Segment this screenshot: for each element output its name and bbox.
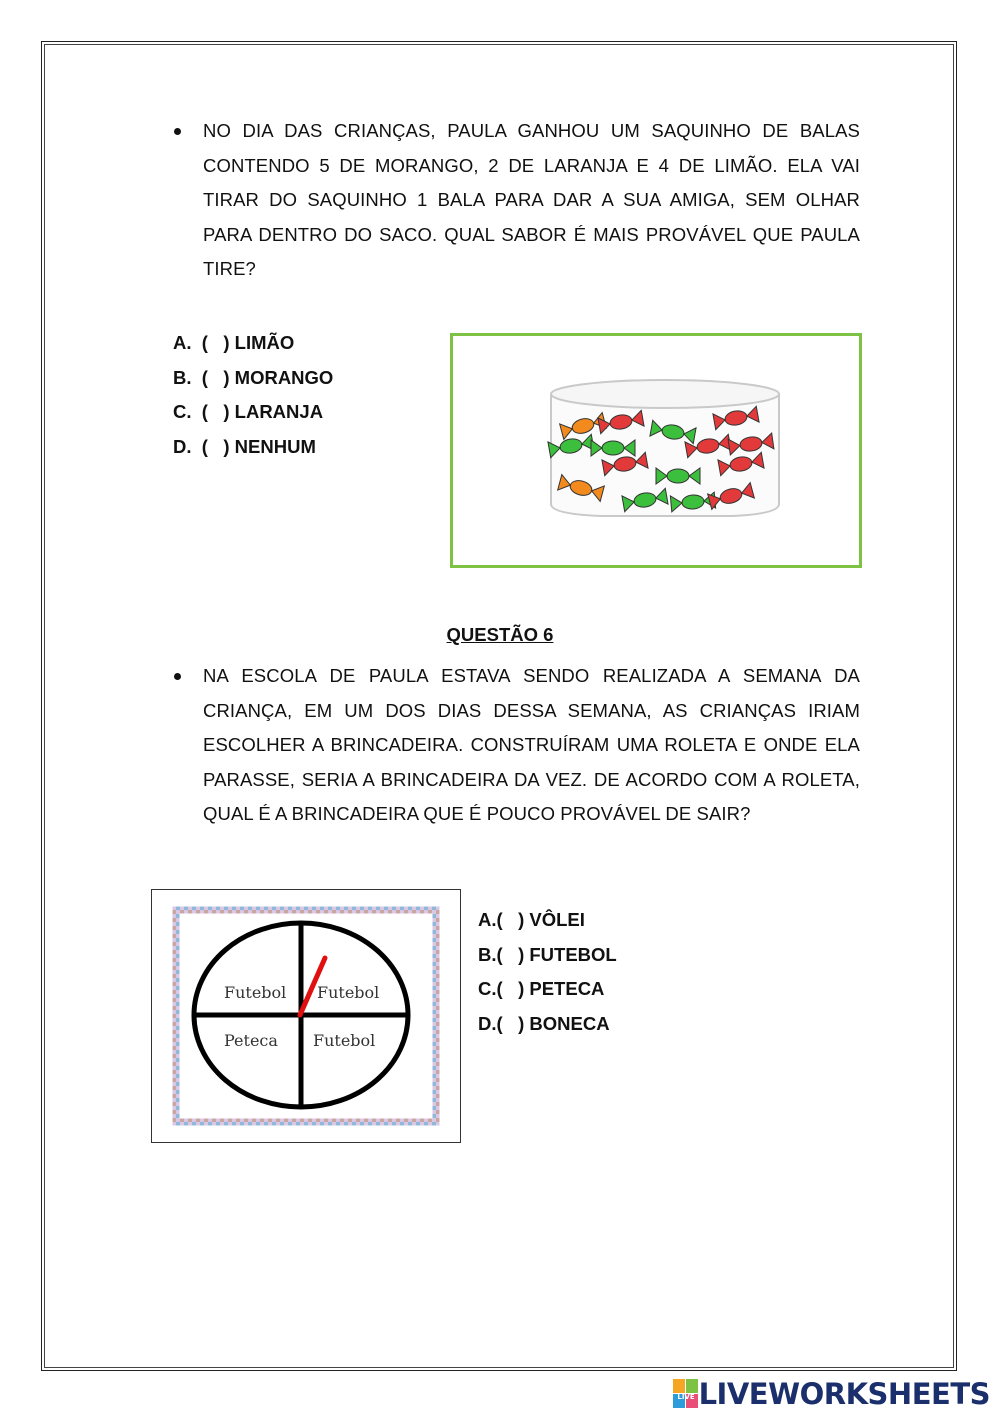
live-badge-icon [673, 1379, 699, 1409]
question6-options [478, 903, 617, 1041]
option-a[interactable]: A.( ) VÔLEI [478, 909, 585, 930]
candy-jar-image [450, 333, 862, 568]
option-a[interactable]: A. ( ) LIMÃO [173, 332, 295, 353]
wheel-label-bottom-right: Futebol [313, 1031, 376, 1050]
question6-block [170, 659, 860, 832]
option-c[interactable]: C. ( ) LARANJA [173, 401, 324, 423]
candy-jar-icon [453, 336, 859, 565]
roulette-wheel-icon [152, 890, 460, 1142]
question6-title: QUESTÃO 6 [446, 624, 554, 645]
option-d[interactable]: D. ( ) NENHUM [173, 435, 316, 457]
liveworksheets-logo [673, 1377, 990, 1411]
bullet-icon [174, 128, 181, 135]
wheel-label-top-left: Futebol [224, 983, 287, 1002]
wheel-label-top-right: Futebol [317, 983, 380, 1002]
option-d[interactable]: D.( ) BONECA [478, 1012, 610, 1034]
option-b[interactable]: B.( ) FUTEBOL [478, 943, 617, 965]
question6-text: NA ESCOLA DE PAULA ESTAVA SENDO REALIZADA A SEMANA DA CRIANÇA, EM UM DOS DIAS DESSA SEMANA, AS CRIANÇAS IRIAM ESCOLHER A BRINCADEIRA. CONSTRUÍRAM UMA ROLETA E ONDE ELA PARASSE, SERIA A BRINCADEIRA DA VEZ. DE ACORDO COM A ROLETA, QUAL É A BRINCADEIRA QUE É POUCO PROVÁVEL DE SAIR? [203, 665, 860, 825]
brand-text: LIVEWORKSHEETS [698, 1377, 990, 1411]
question5-block [170, 114, 860, 287]
live-badge-text: LIVE [676, 1393, 695, 1401]
question5-options [173, 326, 333, 464]
wheel-label-bottom-left: Peteca [224, 1031, 278, 1050]
option-b[interactable]: B. ( ) MORANGO [173, 366, 334, 388]
bullet-icon [174, 673, 181, 680]
option-c[interactable]: C.( ) PETECA [478, 978, 605, 1000]
question5-text: NO DIA DAS CRIANÇAS, PAULA GANHOU UM SAQUINHO DE BALAS CONTENDO 5 DE MORANGO, 2 DE LARANJA E 4 DE LIMÃO. ELA VAI TIRAR DO SAQUINHO 1 BALA PARA DAR A SUA AMIGA, SEM OLHAR PARA DENTRO DO SACO. QUAL SABOR É MAIS PROVÁVEL QUE PAULA TIRE? [203, 120, 860, 280]
roulette-image [151, 889, 461, 1143]
